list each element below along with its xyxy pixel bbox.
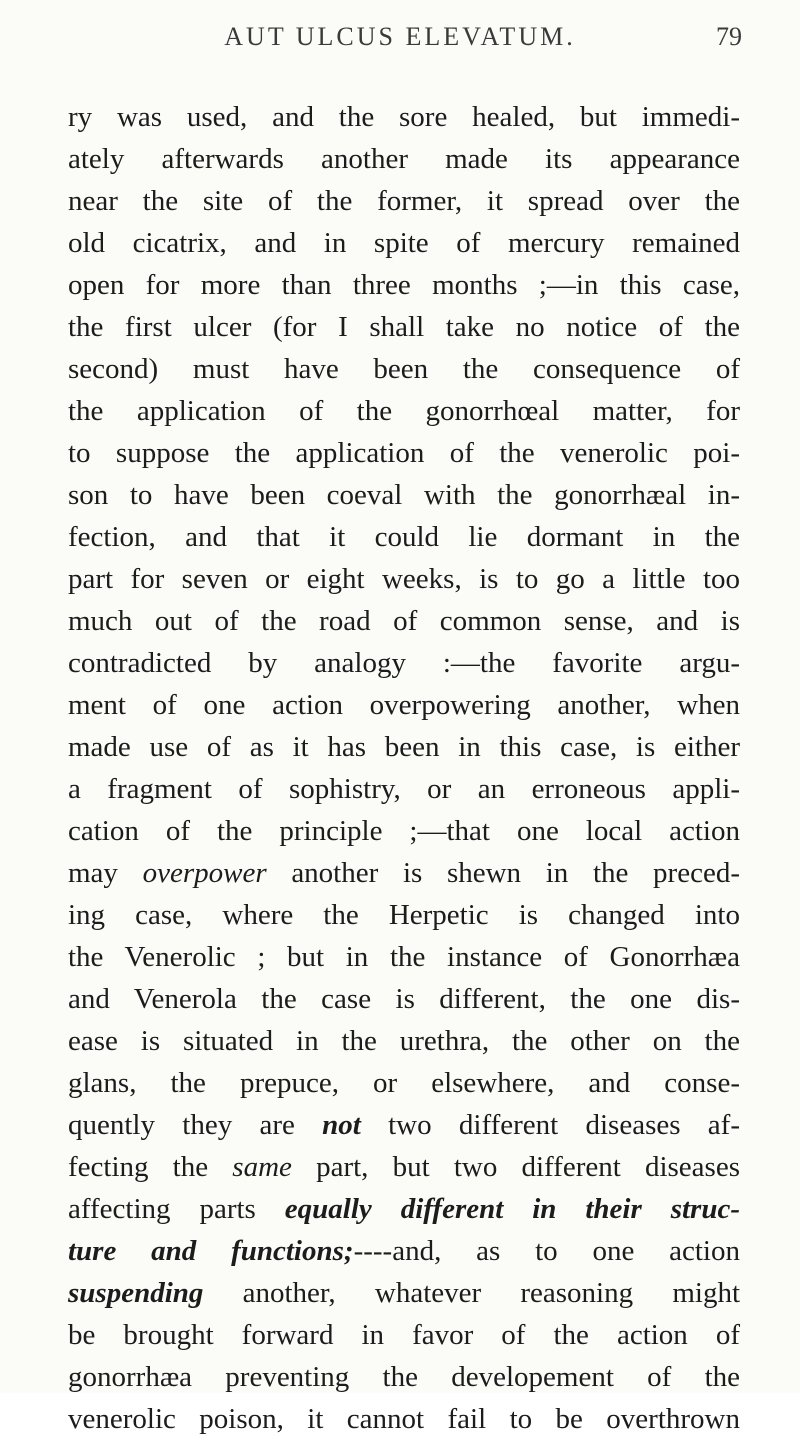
text-line — [68, 1398, 740, 1440]
text-line — [68, 894, 740, 936]
text-line — [68, 180, 740, 222]
running-head — [0, 22, 800, 62]
text-segment: son to have been coeval with the gonorrhæal in- — [68, 479, 740, 511]
text-line — [68, 264, 740, 306]
text-segment: part, but two different diseases — [291, 1151, 740, 1183]
emphasized-text: equally different in their struc- — [284, 1193, 740, 1225]
text-segment: to suppose the application of the venerolic poi- — [68, 437, 740, 469]
text-line — [68, 348, 740, 390]
text-line — [68, 600, 740, 642]
text-line — [68, 1062, 740, 1104]
text-segment: old cicatrix, and in spite of mercury remained — [68, 227, 740, 259]
text-line — [68, 978, 740, 1020]
text-segment: contradicted by analogy :—the favorite argu- — [68, 647, 740, 679]
text-line — [68, 1104, 740, 1146]
text-line — [68, 1314, 740, 1356]
text-segment: quently they are — [68, 1109, 323, 1141]
text-segment: fecting the — [68, 1151, 233, 1183]
emphasized-text: suspending — [68, 1277, 204, 1309]
text-segment: made use of as it has been in this case, is either — [68, 731, 740, 763]
text-segment: ately afterwards another made its appearance — [68, 143, 740, 175]
text-segment: be brought forward in favor of the action of — [68, 1319, 740, 1351]
text-segment: the first ulcer (for I shall take no notice of the — [68, 311, 740, 343]
text-segment: affecting parts — [68, 1193, 285, 1225]
page-number: 79 — [716, 22, 742, 51]
text-segment: near the site of the former, it spread over the — [68, 185, 740, 217]
text-segment: the Venerolic ; but in the instance of Gonorrhæa — [68, 941, 740, 973]
text-line — [68, 222, 740, 264]
text-segment: much out of the road of common sense, and is — [68, 605, 740, 637]
text-segment: part for seven or eight weeks, is to go a little too — [68, 563, 740, 595]
text-line — [68, 1020, 740, 1062]
text-line — [68, 1356, 740, 1398]
text-line — [68, 810, 740, 852]
text-segment: two different diseases af- — [360, 1109, 740, 1141]
text-line — [68, 474, 740, 516]
emphasized-text: same — [232, 1151, 292, 1183]
text-segment: another is shewn in the preced- — [266, 857, 740, 889]
running-title: AUT ULCUS ELEVATUM. — [224, 22, 576, 51]
text-segment: ry was used, and the sore healed, but immedi- — [68, 101, 740, 133]
text-segment: and Venerola the case is different, the one dis- — [68, 983, 740, 1015]
text-line — [68, 516, 740, 558]
text-line — [68, 1188, 740, 1230]
text-line — [68, 684, 740, 726]
text-segment: second) must have been the consequence of — [68, 353, 740, 385]
text-line — [68, 432, 740, 474]
text-segment: gonorrhæa preventing the developement of the — [68, 1361, 740, 1393]
text-line — [68, 306, 740, 348]
emphasized-text: overpower — [142, 857, 267, 889]
text-line — [68, 558, 740, 600]
text-line — [68, 1230, 740, 1272]
text-line — [68, 852, 740, 894]
text-segment: ment of one action overpowering another, when — [68, 689, 740, 721]
text-segment: open for more than three months ;—in this case, — [68, 269, 740, 301]
text-line — [68, 726, 740, 768]
text-line — [68, 1146, 740, 1188]
emphasized-text: ture and functions; — [68, 1235, 354, 1267]
text-line — [68, 768, 740, 810]
text-segment: may — [68, 857, 143, 889]
text-line — [68, 96, 740, 138]
text-segment: cation of the principle ;—that one local action — [68, 815, 740, 847]
emphasized-text: not — [322, 1109, 361, 1141]
text-segment: ease is situated in the urethra, the other on the — [68, 1025, 740, 1057]
text-segment: fection, and that it could lie dormant in the — [68, 521, 740, 553]
text-segment: venerolic poison, it cannot fail to be overthrown — [68, 1403, 740, 1435]
text-segment: glans, the prepuce, or elsewhere, and conse- — [68, 1067, 740, 1099]
text-line — [68, 390, 740, 432]
text-segment: ing case, where the Herpetic is changed into — [68, 899, 740, 931]
text-segment: a fragment of sophistry, or an erroneous appli- — [68, 773, 740, 805]
text-segment: the application of the gonorrhœal matter, for — [68, 395, 740, 427]
text-line — [68, 1272, 740, 1314]
body-text — [68, 96, 740, 1440]
text-line — [68, 642, 740, 684]
text-segment: another, whatever reasoning might — [203, 1277, 740, 1309]
text-line — [68, 936, 740, 978]
text-line — [68, 138, 740, 180]
text-segment: ----and, as to one action — [353, 1235, 740, 1267]
